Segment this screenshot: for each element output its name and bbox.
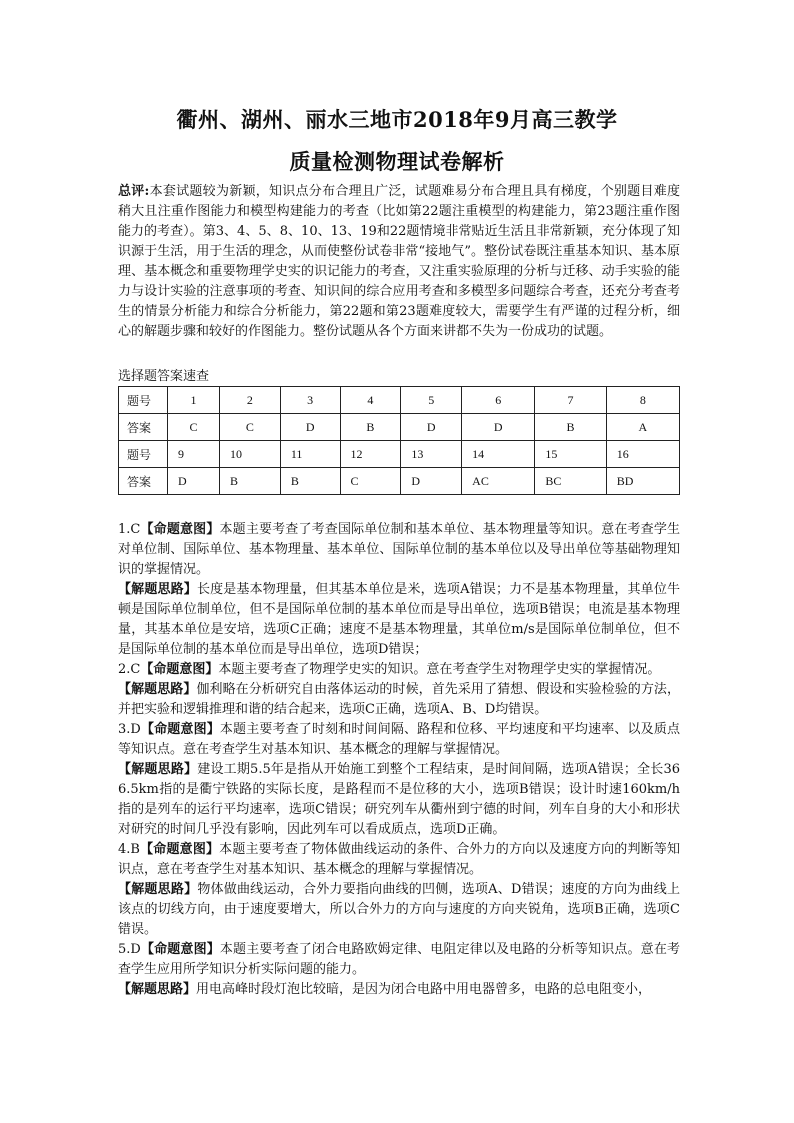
answer-table [118,386,680,495]
table-cell: AC [462,468,535,495]
analysis-text: 用电高峰时段灯泡比较暗，是因为闭合电路中用电器曾多，电路的总电阻变小， [196,982,652,997]
analysis-section [118,520,680,1000]
analysis-text: 本题主要考查了考查国际单位制和基本单位、基本物理量等知识。意在考查学生对单位制、国际单位、基本物理量、基本单位、国际单位制的基本单位以及导出单位等基础物理知识的掌握情况。 [118,522,680,577]
table-cell: 6 [462,387,535,414]
analysis-text: 建设工期5.5年是指从开始施工到整个工程结束，是时间间隔，选项A错误；全长366.5km指的是衢宁铁路的实际长度，是路程而不是位移的大小，选项B错误；设计时速160km/h指的是列车的运行平均速率，选项C错误；研究列车从衢州到宁德的时间，列车自身的大小和形状对研究的时间几乎没有影响，因此列车可以看成质点，选项D正确。 [118,762,680,837]
table-cell: 5 [401,387,462,414]
table-cell: B [340,414,401,441]
section-tag: 【命题意图】 [140,522,220,537]
table-cell: 12 [340,441,401,468]
section-tag: 【解题思路】 [118,582,197,597]
table-cell: 10 [220,441,281,468]
analysis-paragraph [118,980,680,1000]
table-cell: 16 [606,441,679,468]
table-cell: 1 [168,387,220,414]
section-tag: 【命题意图】 [140,722,220,737]
table-row [119,387,680,414]
table-cell: D [168,468,220,495]
page-title-line2: 质量检测物理试卷解析 [289,149,505,174]
table-cell: D [462,414,535,441]
table-row [119,441,680,468]
analysis-paragraph [118,720,680,760]
table-cell: BC [535,468,606,495]
question-number: 4.B [118,842,140,857]
page-title-line1: 衢州、湖州、丽水三地市2018年9月高三教学 [176,107,618,132]
summary-paragraph [118,182,680,342]
analysis-text: 本题主要考查了闭合电路欧姆定律、电阻定律以及电路的分析等知识点。意在考查学生应用所学知识分析实际问题的能力。 [118,942,680,977]
question-number: 5.D [118,942,141,957]
analysis-paragraph [118,680,680,720]
section-tag: 【解题思路】 [118,682,197,697]
analysis-text: 伽利略在分析研究自由落体运动的时候，首先采用了猜想、假设和实验检验的方法，并把实验和逻辑推理和谐的结合起来，选项C正确，选项A、B、D均错误。 [118,682,680,717]
table-cell: 2 [220,387,281,414]
table-row-label: 答案 [119,468,168,495]
question-number: 3.D [118,722,141,737]
question-number: 1.C [118,522,141,537]
table-cell: 11 [280,441,340,468]
table-cell: C [340,468,401,495]
question-number: 2.C [118,662,141,677]
table-row [119,468,680,495]
section-tag: 【命题意图】 [140,662,219,677]
section-tag: 【解题思路】 [118,762,198,777]
section-tag: 【命题意图】 [140,942,220,957]
table-cell: 3 [280,387,340,414]
analysis-paragraph [118,760,680,840]
table-cell: C [168,414,220,441]
answer-table-caption: 选择题答案速查 [118,369,210,384]
table-row-label: 答案 [119,414,168,441]
table-cell: B [280,468,340,495]
table-row-label: 题号 [119,441,168,468]
analysis-text: 物体做曲线运动，合外力要指向曲线的凹侧，选项A、D错误；速度的方向为曲线上该点的切线方向，由于速度要增大，所以合外力的方向与速度的方向夹锐角，选项B正确，选项C错误。 [118,882,680,937]
section-tag: 【命题意图】 [139,842,220,857]
table-row-label: 题号 [119,387,168,414]
analysis-paragraph [118,840,680,880]
table-cell: 7 [535,387,606,414]
table-cell: 13 [401,441,462,468]
analysis-text: 本题主要考查了物体做曲线运动的条件、合外力的方向以及速度方向的判断等知识点，意在考查学生对基本知识、基本概念的理解与掌握情况。 [118,842,680,877]
summary-label: 总评: [118,184,150,199]
analysis-text: 本题主要考查了时刻和时间间隔、路程和位移、平均速度和平均速率、以及质点等知识点。意在考查学生对基本知识、基本概念的理解与掌握情况。 [118,722,680,757]
table-cell: B [535,414,606,441]
table-cell: D [401,414,462,441]
table-cell: BD [606,468,679,495]
summary-text: 本套试题较为新颖，知识点分布合理且广泛，试题难易分布合理且具有梯度，个别题目难度稍大且注重作图能力和模型构建能力的考查（比如第22题注重模型的构建能力，第23题注重作图能力的考查）。第3、4、5、8、10、13、19和22题情境非常贴近生活且非常新颖，充分体现了知识源于生活，用于生活的理念，从而使整份试卷非常“接地气”。整份试卷既注重基本知识、基本原理、基本概念和重要物理学史实的识记能力的考查，又注重实验原理的分析与迁移、动手实验的能力与设计实验的注意事项的考查、知识间的综合应用考查和多模型多问题综合考查，还充分考查考生的情景分析能力和综合分析能力，第22题和第23题难度较大，需要学生有严谨的过程分析，细心的解题步骤和较好的作图能力。整份试题从各个方面来讲都不失为一份成功的试题。 [118,184,680,339]
table-cell: C [220,414,281,441]
section-tag: 【解题思路】 [118,982,197,997]
table-cell: 8 [606,387,679,414]
analysis-text: 本题主要考查了物理学史实的知识。意在考查学生对物理学史实的掌握情况。 [218,662,661,677]
table-row [119,414,680,441]
table-cell: B [220,468,281,495]
analysis-paragraph [118,940,680,980]
analysis-paragraph [118,580,680,660]
table-cell: A [606,414,679,441]
analysis-paragraph [118,520,680,580]
analysis-text: 长度是基本物理量，但其基本单位是米，选项A错误；力不是基本物理量，其单位牛顿是国际单位制单位，但不是国际单位制的基本单位而是导出单位，选项B错误；电流是基本物理量，其基本单位是安培，选项C正确；速度不是基本物理量，其单位m/s是国际单位制单位，但不是国际单位制的基本单位而是导出单位，选项D错误； [118,582,680,657]
table-cell: 4 [340,387,401,414]
table-cell: D [401,468,462,495]
table-cell: 15 [535,441,606,468]
table-cell: D [280,414,340,441]
table-cell: 14 [462,441,535,468]
analysis-paragraph [118,660,680,680]
section-tag: 【解题思路】 [118,882,198,897]
analysis-paragraph [118,880,680,940]
table-cell: 9 [168,441,220,468]
